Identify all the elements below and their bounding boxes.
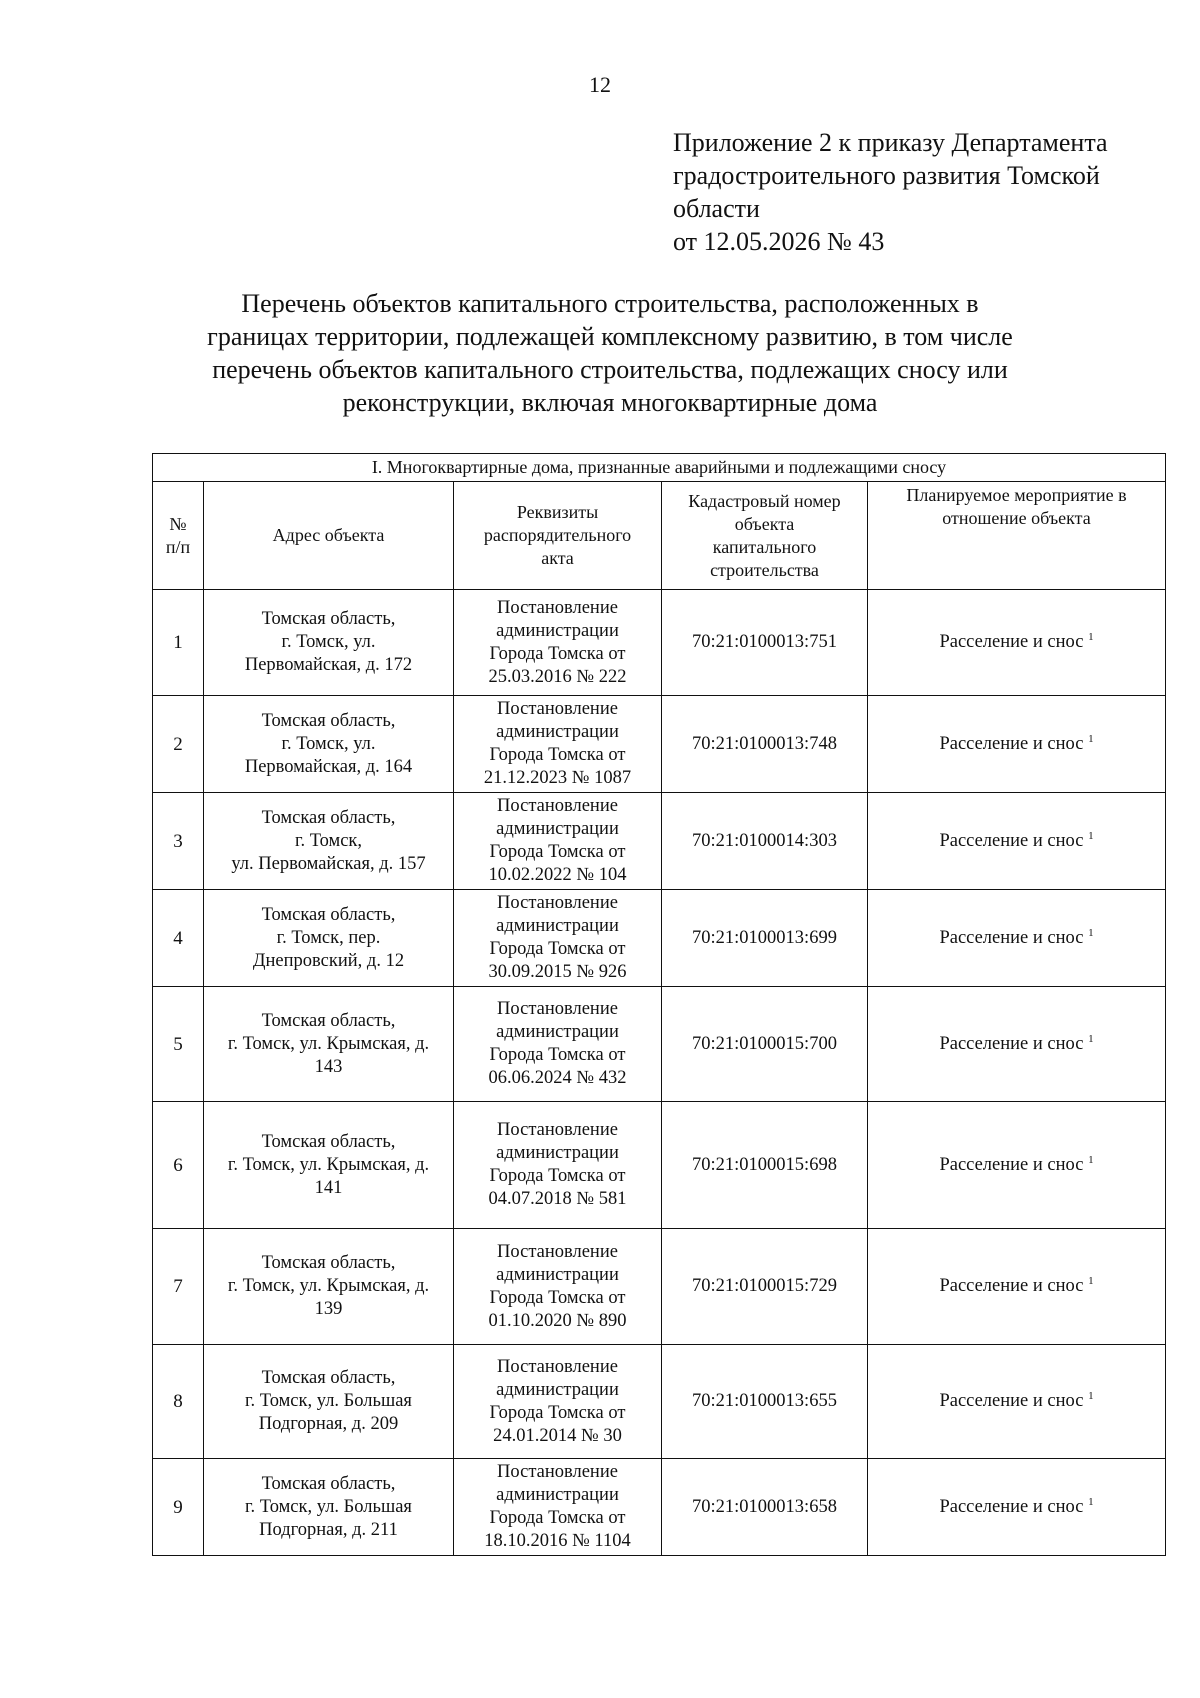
administrative-act: Постановление администрации Города Томска от 30.09.2015 № 926 [454, 890, 662, 987]
row-number: 9 [153, 1459, 204, 1556]
administrative-act: Постановление администрации Города Томска от 10.02.2022 № 104 [454, 793, 662, 890]
row-number: 7 [153, 1229, 204, 1345]
row-number: 5 [153, 987, 204, 1102]
administrative-act: Постановление администрации Города Томска от 04.07.2018 № 581 [454, 1102, 662, 1229]
header-line: п/п [165, 536, 191, 557]
header-line: Кадастровый номер [688, 490, 841, 511]
cadastral-number: 70:21:0100015:700 [662, 987, 868, 1102]
document-title [150, 287, 1070, 419]
header-line: строительства [710, 559, 819, 580]
footnote-mark: 1 [1088, 631, 1094, 643]
header-act [454, 482, 662, 590]
footnote-mark: 1 [1088, 1390, 1094, 1402]
appendix-line: градостроительного развития Томской [673, 161, 1100, 190]
planned-measure: Расселение и снос $^1$ [868, 1459, 1166, 1556]
administrative-act: Постановление администрации Города Томска от 06.06.2024 № 432 [454, 987, 662, 1102]
appendix-line: Приложение 2 к приказу Департамента [673, 128, 1108, 157]
row-number: 1 [153, 590, 204, 696]
table-row [153, 696, 1166, 793]
object-address: Томская область, г. Томск, ул. Крымская, д. 141 [204, 1102, 454, 1229]
row-number: 2 [153, 696, 204, 793]
row-number: 8 [153, 1345, 204, 1459]
footnote-mark: 1 [1088, 829, 1094, 842]
footnote-mark: 1 [1088, 1275, 1094, 1287]
planned-measure: Расселение и снос $^1$ [868, 793, 1166, 890]
header-measure [868, 482, 1166, 590]
cadastral-number: 70:21:0100015:729 [662, 1229, 868, 1345]
section-row [153, 454, 1166, 482]
cadastral-number: 70:21:0100013:751 [662, 590, 868, 696]
cadastral-number: 70:21:0100013:748 [662, 696, 868, 793]
appendix-line: области [673, 194, 760, 223]
object-address: Томская область, г. Томск, ул. Первомайская, д. 157 [204, 793, 454, 890]
header-num [153, 482, 204, 590]
title-line: реконструкции, включая многоквартирные дома [342, 388, 878, 417]
header-address [204, 482, 454, 590]
administrative-act: Постановление администрации Города Томска от 18.10.2016 № 1104 [454, 1459, 662, 1556]
footnote-mark: 1 [1088, 1032, 1094, 1045]
header-line: отношение объекта [942, 508, 1091, 528]
object-address: Томская область, г. Томск, ул. Первомайская, д. 164 [204, 696, 454, 793]
table-row [153, 1229, 1166, 1345]
planned-measure: Расселение и снос $^1$ [868, 696, 1166, 793]
table-row [153, 1459, 1166, 1556]
header-line: акта [541, 548, 574, 568]
cadastral-number: 70:21:0100013:658 [662, 1459, 868, 1556]
appendix-reference [673, 126, 1173, 258]
table-row [153, 793, 1166, 890]
footnote-mark: 1 [1088, 732, 1094, 745]
section-heading: I. Многоквартирные дома, признанные аварийными и подлежащими сносу [153, 454, 1166, 482]
title-line: перечень объектов капитального строительства, подлежащих сносу или [212, 355, 1008, 384]
object-address: Томская область, г. Томск, ул. Крымская, д. 139 [204, 1229, 454, 1345]
table-header-row [153, 482, 1166, 590]
cadastral-number: 70:21:0100013:699 [662, 890, 868, 987]
cadastral-number: 70:21:0100013:655 [662, 1345, 868, 1459]
table-row [153, 1102, 1166, 1229]
header-line: распорядительного [483, 525, 632, 545]
cadastral-number: 70:21:0100014:303 [662, 793, 868, 890]
footnote-mark: 1 [1088, 1495, 1094, 1508]
header-line: Реквизиты [516, 502, 599, 522]
administrative-act: Постановление администрации Города Томска от 24.01.2014 № 30 [454, 1345, 662, 1459]
footnote-mark: 1 [1088, 1153, 1094, 1166]
footnote-mark: 1 [1088, 926, 1094, 939]
object-address: Томская область, г. Томск, ул. Большая Подгорная, д. 211 [204, 1459, 454, 1556]
header-line: Планируемое мероприятие в [906, 485, 1127, 505]
header-line: капитального [712, 536, 817, 557]
header-line: № [169, 513, 187, 534]
page-number: 12 [589, 72, 611, 97]
planned-measure: Расселение и снос $^1$ [868, 1102, 1166, 1229]
administrative-act: Постановление администрации Города Томска от 21.12.2023 № 1087 [454, 696, 662, 793]
table-row [153, 890, 1166, 987]
planned-measure: Расселение и снос $^1$ [868, 1229, 1166, 1345]
title-line: Перечень объектов капитального строительства, расположенных в [241, 289, 979, 318]
object-address: Томская область, г. Томск, пер. Днепровский, д. 12 [204, 890, 454, 987]
appendix-line: от 12.05.2026 № 43 [673, 227, 885, 256]
row-number: 3 [153, 793, 204, 890]
planned-measure: Расселение и снос $^1$ [868, 590, 1166, 696]
objects-table [152, 453, 1166, 1556]
table-row [153, 987, 1166, 1102]
planned-measure: Расселение и снос $^1$ [868, 987, 1166, 1102]
table-row [153, 590, 1166, 696]
object-address: Томская область, г. Томск, ул. Крымская, д. 143 [204, 987, 454, 1102]
administrative-act: Постановление администрации Города Томска от 01.10.2020 № 890 [454, 1229, 662, 1345]
title-line: границах территории, подлежащей комплексному развитию, в том числе [207, 322, 1013, 351]
administrative-act: Постановление администрации Города Томска от 25.03.2016 № 222 [454, 590, 662, 696]
row-number: 4 [153, 890, 204, 987]
header-cadastral [662, 482, 868, 590]
planned-measure: Расселение и снос $^1$ [868, 890, 1166, 987]
header-line: объекта [734, 513, 795, 534]
planned-measure: Расселение и снос $^1$ [868, 1345, 1166, 1459]
table-row [153, 1345, 1166, 1459]
cadastral-number: 70:21:0100015:698 [662, 1102, 868, 1229]
object-address: Томская область, г. Томск, ул. Первомайская, д. 172 [204, 590, 454, 696]
row-number: 6 [153, 1102, 204, 1229]
object-address: Томская область, г. Томск, ул. Большая Подгорная, д. 209 [204, 1345, 454, 1459]
header-line: Адрес объекта [272, 525, 385, 545]
